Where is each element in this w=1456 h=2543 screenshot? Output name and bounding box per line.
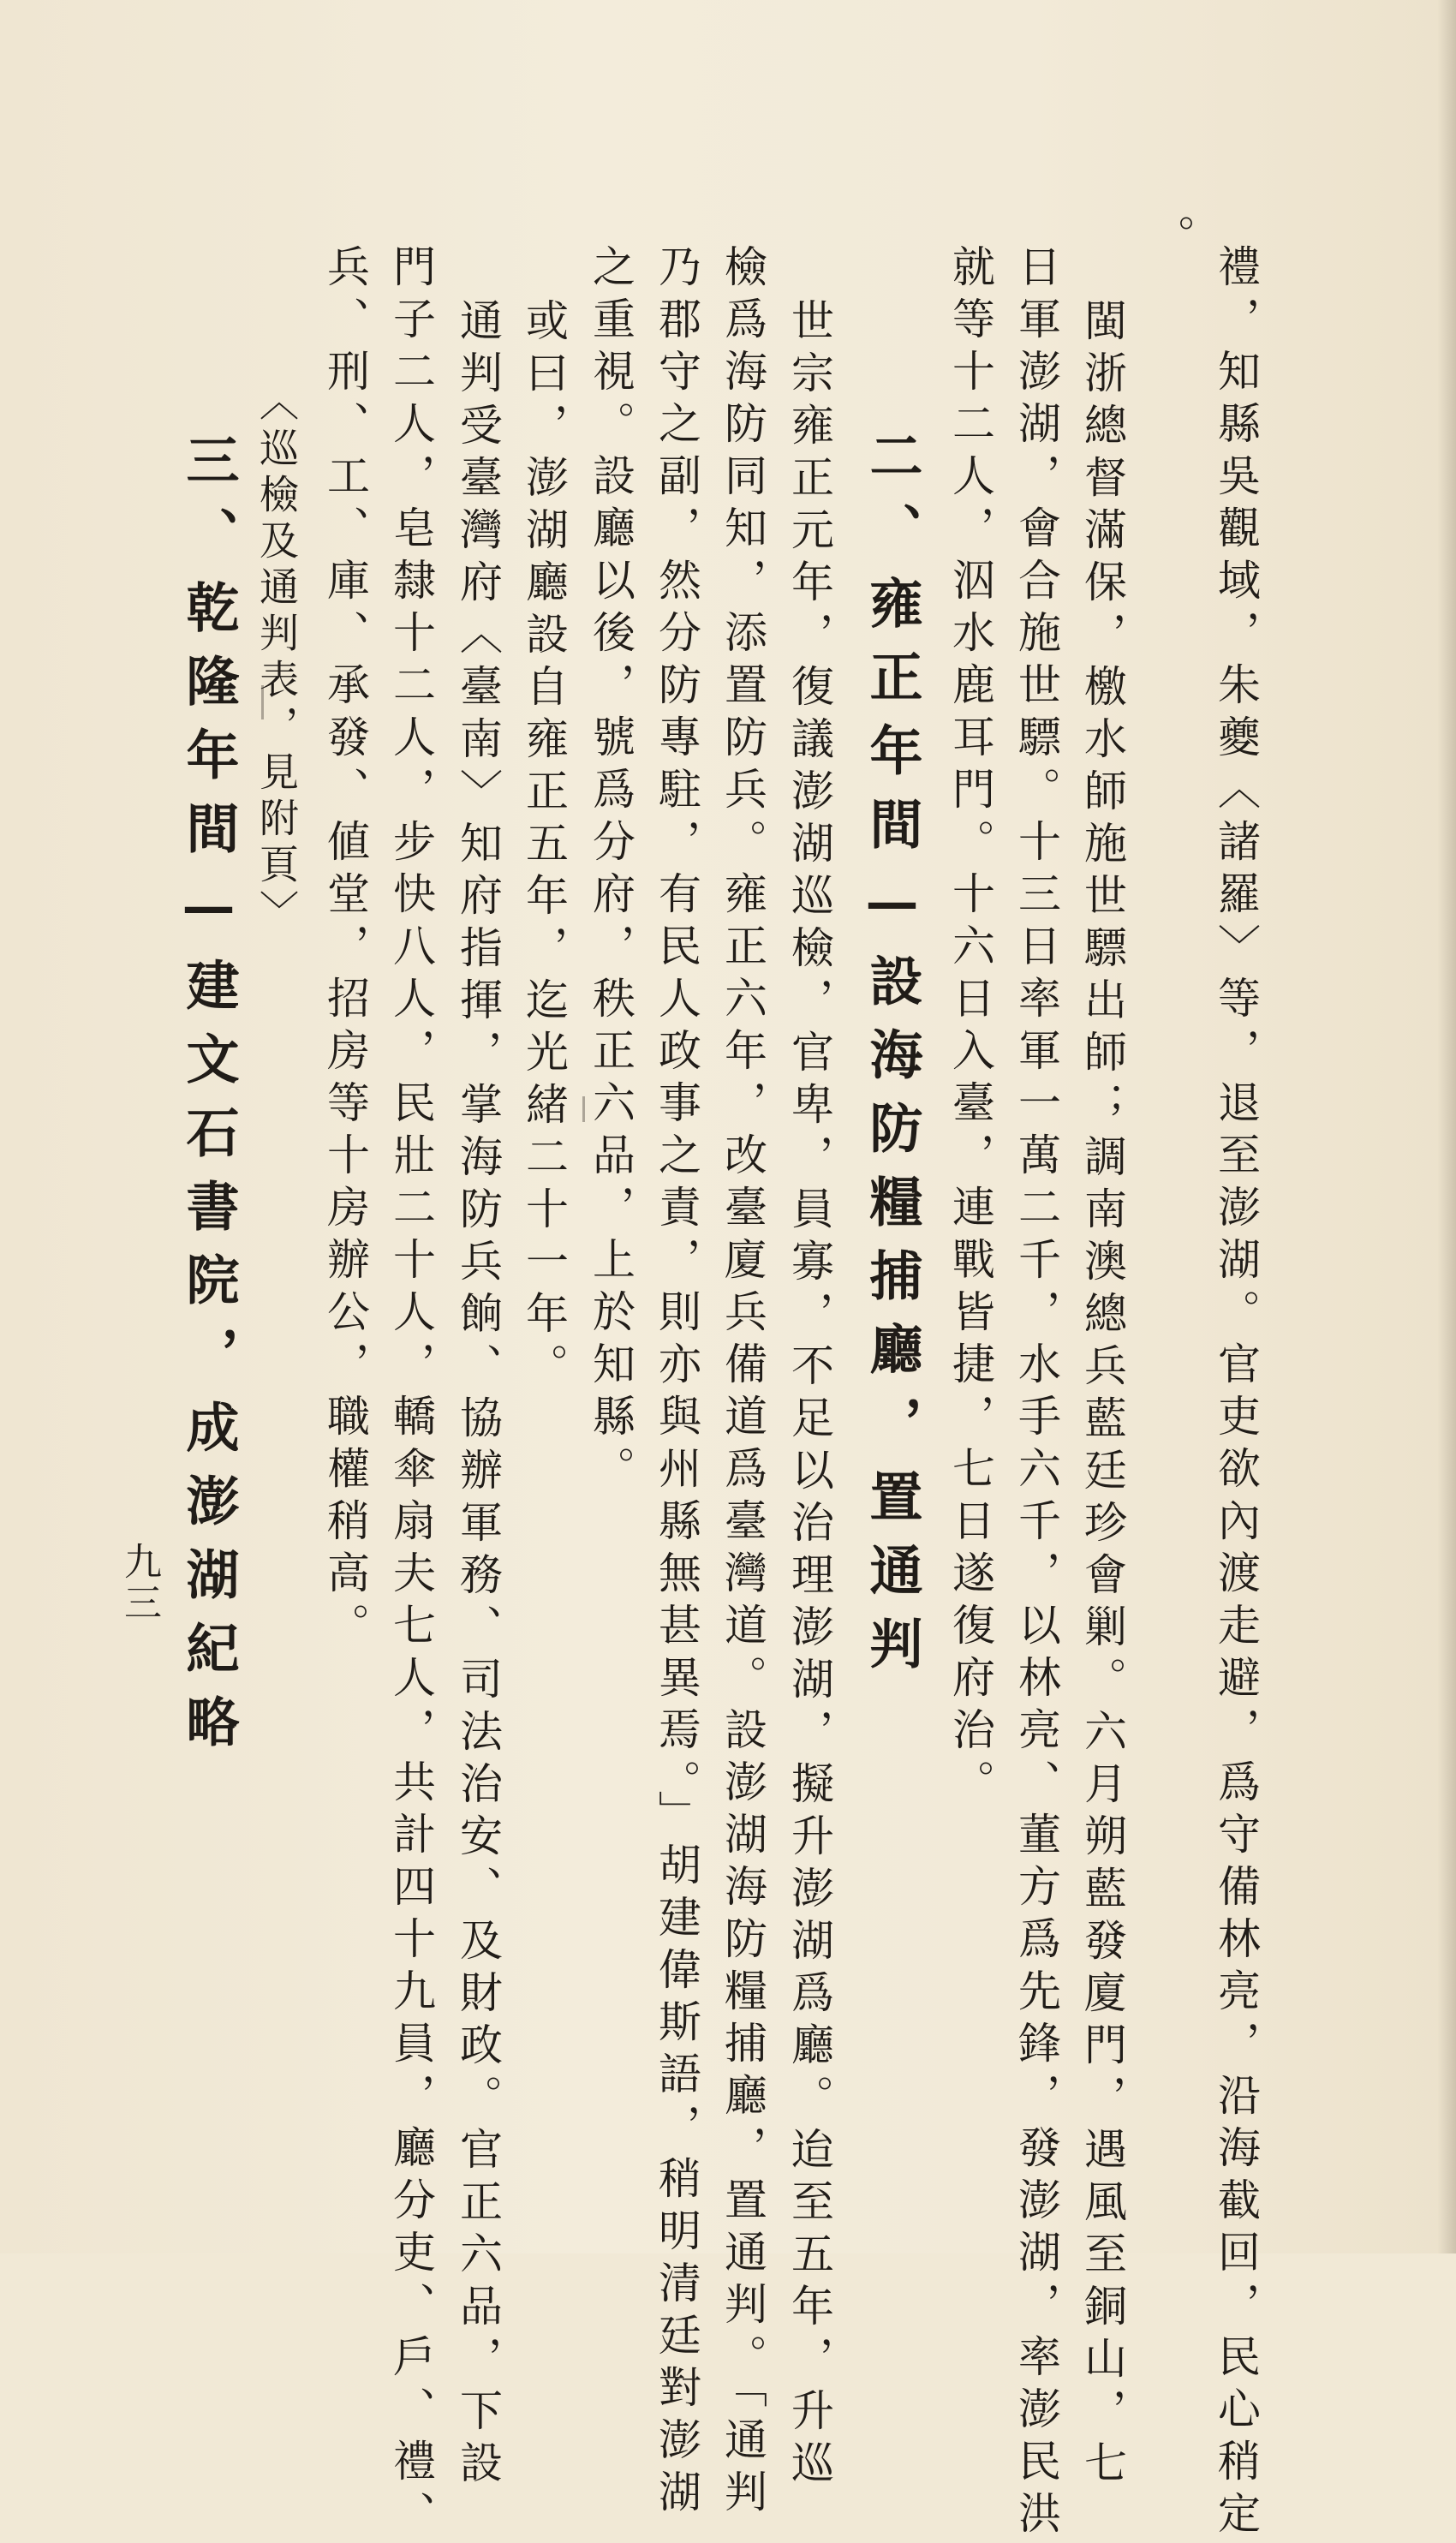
text-column-7: 世宗雍正元年，復議澎湖巡檢，官卑，員寡，不足以治理澎湖，擬升澎湖爲廳。迨至五年，升巡 [785,298,834,2492]
section-heading-2: 二、雍正年間—設海防糧捕廳，置通判 [861,428,923,1690]
text-column-12: 通判受臺灣府〈臺南〉知府指揮，掌海防兵餉、協辦軍務、司法治安、及財政。官正六品，下設 [453,298,503,2492]
text-column-13: 門子二人，皂隸十二人，步快八人，民壯二十人，轎傘扇夫七人，共計四十九員，廳分吏、戶、禮、 [386,244,436,2543]
page-number: 九三 [117,1542,161,1624]
text-column-8: 檢爲海防同知，添置防兵。雍正六年，改臺廈兵備道爲臺灣道。設澎湖海防糧捕廳，置通判。「通判 [718,244,767,2522]
text-column-3: 閩浙總督滿保，檄水師施世驃出師；調南澳總兵藍廷珍會剿。六月朔藍發廈門，遇風至銅山，七 [1077,298,1127,2492]
text-column-9: 乃郡守之副，然分防專駐，有民人政事之責，則亦與州縣無甚異焉。」胡建偉斯語，稍明清廷對澎湖 [652,244,701,2522]
text-column-5: 就等十二人，泅水鹿耳門。十六日入臺，連戰皆捷，七日遂復府治。 [946,244,995,1812]
text-column-4: 日軍澎湖，會合施世驃。十三日率軍一萬二千，水手六千，以林亮、董方爲先鋒，發澎湖，率澎民洪 [1011,244,1061,2543]
text-column-14: 兵、刑、工、庫、承發、値堂，招房等十房辦公，職權稍高。 [320,244,370,1655]
table-reference-note: 〈巡檢及通判表，見附頁〉 [254,381,300,936]
page-edge-shadow [1437,0,1456,2253]
text-column-2: 。 [1146,214,1196,266]
text-column-11: 或曰，澎湖廳設自雍正五年，迄光緒二十一年。 [519,298,569,1395]
text-column-1: 禮，知縣吳觀域，朱夔〈諸羅〉等，退至澎湖。官吏欲內渡走避，爲守備林亮，沿海截回，民心稍定 [1211,244,1261,2543]
print-mark [582,1096,585,1122]
section-heading-3: 三、乾隆年間—建文石書院，成澎湖紀略 [177,433,240,1768]
print-mark [261,685,264,719]
text-column-10: 之重視。設廳以後，號爲分府，秩正六品，上於知縣。 [586,244,636,1498]
